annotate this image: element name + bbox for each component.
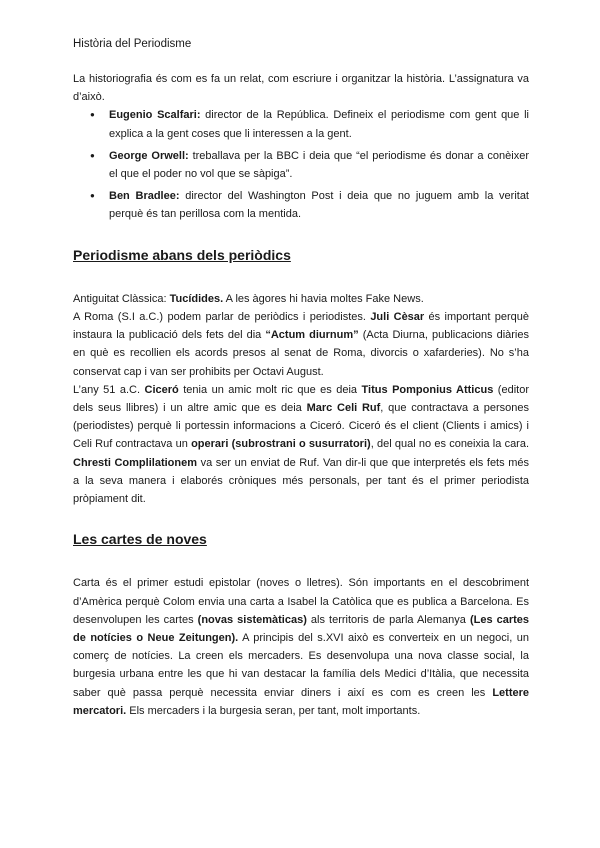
bold-run: Tucídides. (169, 292, 224, 305)
bold-run: “Actum diurnum” (265, 329, 359, 342)
bold-run: Juli Cèsar (370, 311, 425, 324)
bold-run: (Les cartes de notícies o Neue Zeitungen). (73, 613, 530, 645)
list-item (109, 106, 529, 142)
text-run: Carta és el primer estudi epistolar (noves o lletres). Són importants en el descobriment d’Amèrica perquè Colom envia una carta a Isabel la Catòlica que es publica a Barcelona. Es desenvolupen les cartes (73, 577, 529, 626)
text-run: A les àgores hi havia moltes Fake News. (223, 292, 424, 305)
paragraph (73, 574, 529, 720)
text-run: , que contractava a persones (periodistes) perquè li portessin informacions a Ciceró. Ciceró és el client (Clients i amics) i Celi Ruf contractava un (73, 402, 529, 451)
bold-run: Marc Celi Ruf (306, 402, 381, 415)
running-header: Història del Periodisme (73, 38, 192, 50)
paragraph (73, 290, 529, 308)
text-run: A principis del s.XVI això es converteix en un negoci, un comerç de notícies. La creen els mercaders. Es desenvolupa una nova classe social, la burgesia urbana entre les que hi van destacar la família dels Medici d’Itàlia, que necessita saber què passa perquè necessita enviar diners i així es com es creen les (73, 632, 529, 699)
bold-run: Lettere mercatori. (73, 686, 529, 717)
bold-run: Ciceró (144, 383, 179, 396)
text-run: A Roma (S.I a.C.) podem parlar de periòdics i periodistes. (73, 311, 371, 324)
bullet-name: Ben Bradlee: (109, 190, 180, 203)
bold-run: Chresti Complilationem (73, 456, 197, 469)
text-run: L’any 51 a.C. (73, 383, 145, 396)
text-run: als territoris de parla Alemanya (306, 613, 470, 626)
text-run: és important perquè instaura la publicació dels fets del dia (73, 311, 529, 342)
text-run: Antiguitat Clàssica: (73, 292, 170, 305)
text-run: Els mercaders i la burgesia seran, per tant, molt importants. (126, 704, 421, 717)
bullet-text: director de la República. Defineix el periodisme com gent que li explica a la gent coses que li interessen a la gent. (109, 109, 529, 140)
paragraph (73, 308, 529, 381)
bullet-name: Eugenio Scalfari: (109, 109, 201, 122)
paragraph (73, 381, 529, 508)
list-item (109, 147, 529, 183)
list-item (109, 187, 529, 223)
text-run: , del qual no es coneixia la cara. (370, 438, 530, 451)
text-run: (Acta Diurna, publicacions diàries en què es recollien els acords presos al senat de Roma, divorcis o xafarderies). No s’ha conservat cap i van ser prohibits per Octavi August. (73, 329, 529, 378)
bold-run: Titus Pomponius Atticus (361, 383, 494, 396)
text-run: tenia un amic molt ric que es deia (178, 383, 362, 396)
bold-run: (novas sistemàticas) (197, 613, 307, 626)
intro-paragraph: La historiografia és com es fa un relat, com escriure i organitzar la història. L’assignatura va d’això. (73, 73, 529, 104)
bold-run: operari (subrostrani o susurratori) (191, 438, 371, 451)
text-run: va ser un enviat de Ruf. Van dir-li que que interpretés els fets més a la seva manera i elaborés cròniques més personals, per tant és el primer periodista pròpiament dit. (73, 456, 529, 506)
bullet-text: treballava per la BBC i deia que “el periodisme és donar a conèixer el que el poder no vol que se sàpiga”. (109, 149, 529, 181)
bullet-text: director del Washington Post i deia que no juguem amb la veritat perquè és tan perillosa com la mentida. (109, 190, 529, 221)
section-heading-periodisme: Periodisme abans dels periòdics (73, 246, 291, 263)
document-body (73, 70, 529, 720)
quotes-list (73, 106, 529, 223)
section-heading-cartes: Les cartes de noves (73, 531, 207, 548)
text-run: (editor dels seus llibres) i un altre amic que es deia (73, 383, 529, 415)
bullet-name: George Orwell: (109, 149, 189, 162)
